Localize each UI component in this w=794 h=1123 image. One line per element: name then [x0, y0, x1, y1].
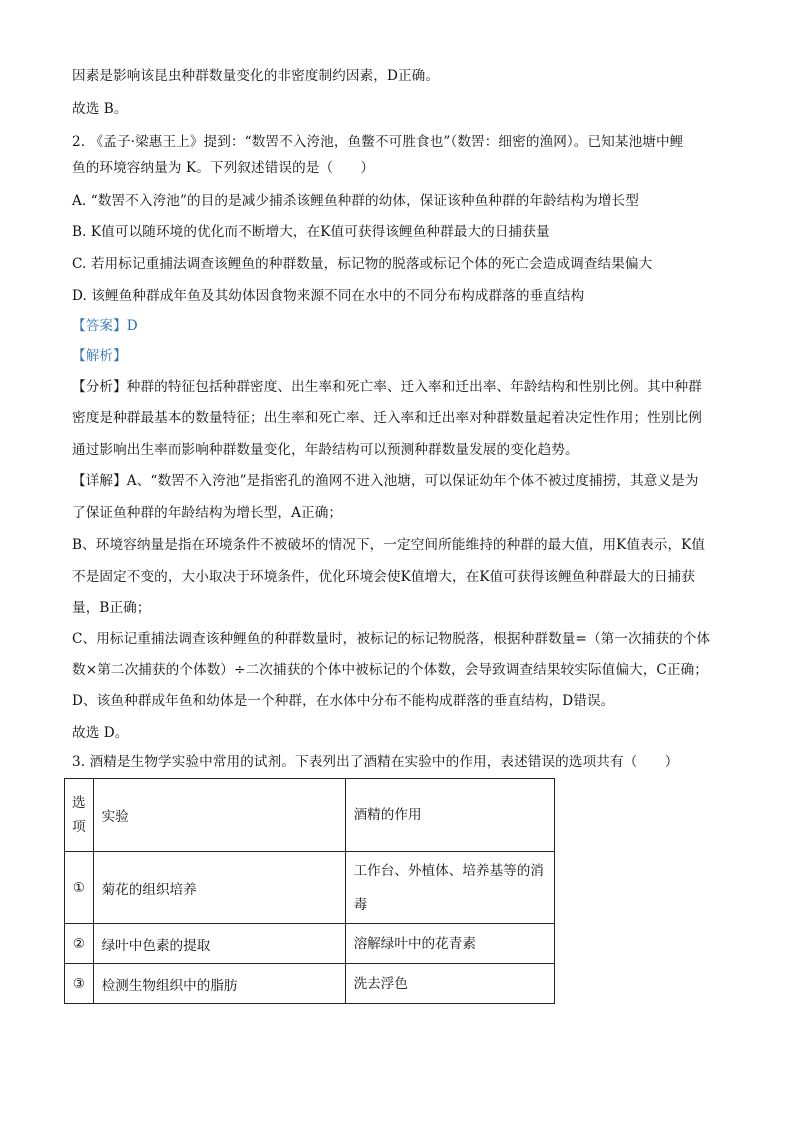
table-row [65, 964, 555, 1004]
table-row [65, 924, 555, 964]
row-experiment: 绿叶中色素的提取 [93, 924, 345, 964]
question-2-stem-cont: 鱼的环境容纳量为 K。下列叙述错误的是（ ） [72, 160, 375, 176]
question-2-stem: 2. 《孟子·梁惠王上》提到：“数罟不入洿池，鱼鳖不可胜食也”（数罟：细密的渔网）。已知某池塘中鲤 [72, 134, 684, 150]
detail-text: A、“数罟不入洿池”是指密孔的渔网不进入池塘，可以保证幼年个体不被过度捕捞，其意义是为 [126, 473, 699, 489]
analysis-line [72, 377, 702, 397]
analysis-tag: 【解析】 [72, 348, 127, 364]
header-option: 选 项 [65, 779, 94, 852]
row-experiment: 检测生物组织中的脂肪 [93, 964, 345, 1004]
analysis-text: 种群的特征包括种群密度、出生率和死亡率、迁入率和迁出率、年龄结构和性别比例。其中种群 [126, 379, 702, 395]
detail-line: 故选 D。 [72, 725, 129, 741]
analysis-line: 通过影响出生率而影响种群数量变化，年龄结构可以预测种群数量发展的变化趋势。 [72, 442, 579, 458]
row-experiment: 菊花的组织培养 [93, 852, 345, 924]
table-row [65, 852, 555, 924]
row-option: ① [65, 852, 94, 924]
detail-line: D、该鱼种群成年鱼和幼体是一个种群，在水体中分布不能构成群落的垂直结构，D错误。 [72, 693, 615, 709]
header-experiment: 实验 [93, 779, 345, 852]
detail-tag: 【详解】 [72, 473, 127, 489]
alcohol-experiment-table [64, 778, 555, 1004]
answer-value: D [126, 318, 138, 334]
question-3-stem: 3. 酒精是生物学实验中常用的试剂。下表列出了酒精在实验中的作用，表述错误的选项共有（ ） [72, 754, 679, 770]
row-alcohol-role: 洗去浮色 [345, 964, 554, 1004]
detail-line: C、用标记重捕法调查该种鲤鱼的种群数量时，被标记的标记物脱落，根据种群数量=（第一次捕获的个体 [72, 631, 711, 647]
row-option: ③ [65, 964, 94, 1004]
row-alcohol-role: 工作台、外植体、培养基等的消 毒 [345, 852, 554, 924]
detail-line: 数×第二次捕获的个体数）÷二次捕获的个体中被标记的个体数，会导致调查结果较实际值偏大，C正确； [72, 662, 709, 678]
header-alcohol-role: 酒精的作用 [345, 779, 554, 852]
option-d: D. 该鲤鱼种群成年鱼及其幼体因食物来源不同在水中的不同分布构成群落的垂直结构 [72, 288, 585, 304]
detail-line [72, 471, 699, 491]
answer-tag: 【答案】 [72, 318, 127, 334]
text-line: 因素是影响该昆虫种群数量变化的非密度制约因素，D正确。 [72, 68, 440, 84]
answer-line [72, 316, 138, 336]
detail-line: 不是固定不变的，大小取决于环境条件，优化环境会使K值增大，在K值可获得该鲤鱼种群最大的日捕获 [72, 569, 696, 585]
analysis-sub-tag: 【分析】 [72, 379, 127, 395]
detail-line: 了保证鱼种群的年龄结构为增长型，A正确； [72, 505, 343, 521]
option-b: B. K值可以随环境的优化而不断增大，在K值可获得该鲤鱼种群最大的日捕获量 [72, 224, 550, 240]
option-c: C. 若用标记重捕法调查该鲤鱼的种群数量，标记物的脱落或标记个体的死亡会造成调查结果偏大 [72, 256, 653, 272]
option-a: A. “数罟不入洿池”的目的是减少捕杀该鲤鱼种群的幼体，保证该种鱼种群的年龄结构为增长型 [72, 193, 639, 209]
table-header-row [65, 779, 555, 852]
text-line: 故选 B。 [72, 101, 128, 117]
detail-line: B、环境容纳量是指在环境条件不被破坏的情况下，一定空间所能维持的种群的最大值，用K值表示，K值 [72, 537, 706, 553]
analysis-heading [72, 346, 127, 366]
analysis-line: 密度是种群最基本的数量特征；出生率和死亡率、迁入率和迁出率对种群数量起着决定性作用；性别比例 [72, 410, 702, 426]
row-option: ② [65, 924, 94, 964]
row-alcohol-role: 溶解绿叶中的花青素 [345, 924, 554, 964]
detail-line: 量，B正确； [72, 600, 151, 616]
